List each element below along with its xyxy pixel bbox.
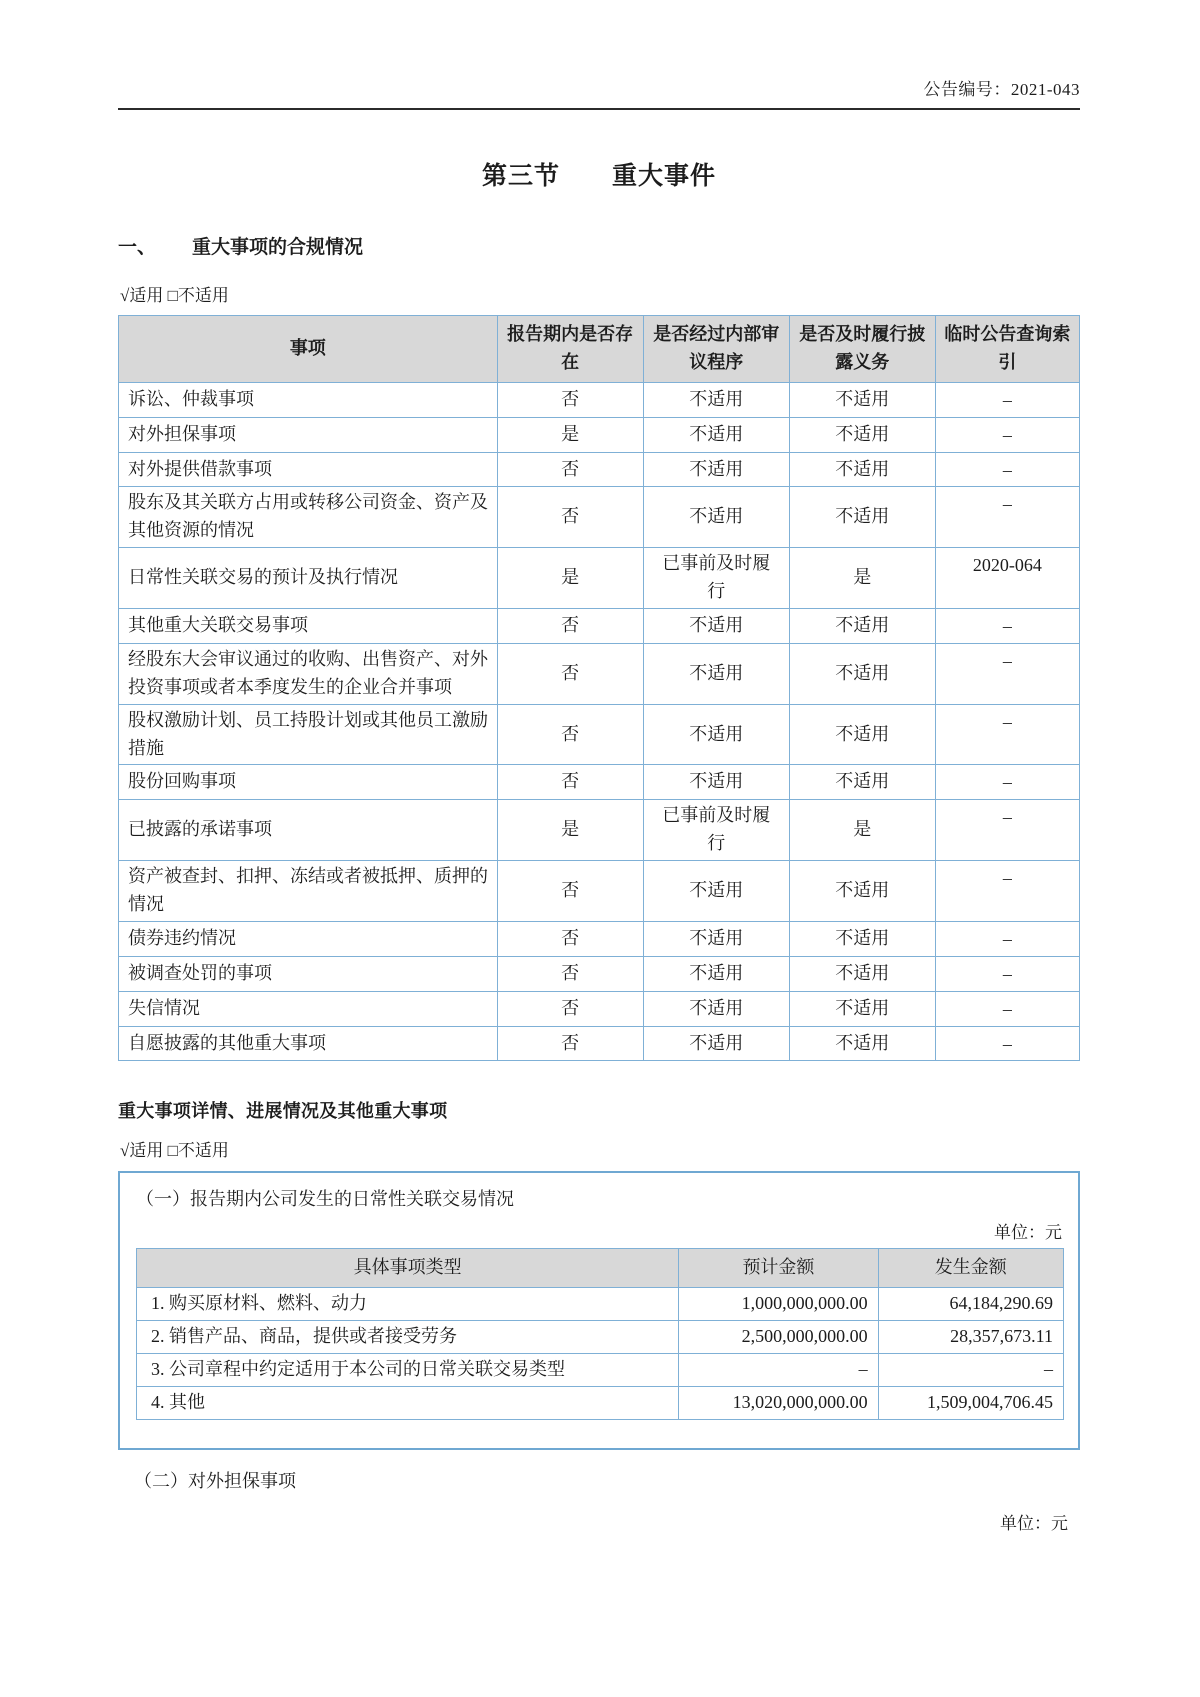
column-header: 是否经过内部审议程序 — [643, 316, 789, 383]
table-row — [119, 548, 1080, 609]
table-cell: 是 — [789, 800, 935, 861]
table-row — [119, 704, 1080, 765]
table-cell: 是 — [789, 548, 935, 609]
table-cell: 否 — [497, 956, 643, 991]
table-cell: 股权激励计划、员工持股计划或其他员工激励措施 — [119, 704, 498, 765]
table-row — [119, 487, 1080, 548]
table-cell: 否 — [497, 382, 643, 417]
table-cell: 28,357,673.11 — [878, 1321, 1063, 1354]
section-heading-text: 重大事项的合规情况 — [192, 237, 364, 258]
column-header: 是否及时履行披露义务 — [789, 316, 935, 383]
table-cell: – — [935, 921, 1079, 956]
table-cell: – — [935, 991, 1079, 1026]
table-cell: 其他重大关联交易事项 — [119, 609, 498, 644]
table-cell: 自愿披露的其他重大事项 — [119, 1026, 498, 1061]
table-cell: 是 — [497, 417, 643, 452]
table-cell: – — [878, 1354, 1063, 1387]
table-cell: 已事前及时履行 — [643, 800, 789, 861]
sub-heading-guarantees: （二）对外担保事项 — [134, 1471, 296, 1492]
table-cell: 不适用 — [643, 1026, 789, 1061]
table-cell: 否 — [497, 861, 643, 922]
sub-heading-related-transactions: （一）报告期内公司发生的日常性关联交易情况 — [136, 1189, 514, 1210]
table-cell: 否 — [497, 487, 643, 548]
table-cell: – — [935, 609, 1079, 644]
table-cell: 不适用 — [643, 991, 789, 1026]
table-cell: 不适用 — [789, 1026, 935, 1061]
table-cell: 不适用 — [643, 643, 789, 704]
table-cell: 是 — [497, 800, 643, 861]
table-cell: – — [935, 452, 1079, 487]
table-cell: 被调查处罚的事项 — [119, 956, 498, 991]
table-cell: – — [935, 487, 1079, 548]
table-cell: 不适用 — [643, 921, 789, 956]
table-cell: – — [679, 1354, 878, 1387]
table-cell: 不适用 — [789, 487, 935, 548]
table-cell: 2. 销售产品、商品，提供或者接受劳务 — [137, 1321, 679, 1354]
table-cell: 不适用 — [643, 704, 789, 765]
table-row — [119, 956, 1080, 991]
table-cell: 不适用 — [643, 382, 789, 417]
table-cell: 2020-064 — [935, 548, 1079, 609]
column-header: 临时公告查询索引 — [935, 316, 1079, 383]
table-cell: 不适用 — [643, 956, 789, 991]
table-cell: 股份回购事项 — [119, 765, 498, 800]
table-cell: – — [935, 382, 1079, 417]
table-row — [119, 382, 1080, 417]
table-cell: 资产被查封、扣押、冻结或者被抵押、质押的情况 — [119, 861, 498, 922]
table-row — [119, 609, 1080, 644]
table-cell: – — [935, 1026, 1079, 1061]
column-header: 预计金额 — [679, 1249, 878, 1288]
table-cell: 否 — [497, 765, 643, 800]
compliance-table — [118, 315, 1080, 1061]
table-row — [119, 765, 1080, 800]
announcement-number: 公告编号：2021-043 — [923, 80, 1080, 99]
table-cell: – — [935, 417, 1079, 452]
table-cell: 已事前及时履行 — [643, 548, 789, 609]
table-cell: 失信情况 — [119, 991, 498, 1026]
table-cell: 否 — [497, 704, 643, 765]
table-row — [137, 1354, 1064, 1387]
table-cell: 不适用 — [789, 452, 935, 487]
table-cell: 否 — [497, 452, 643, 487]
table-cell: 不适用 — [643, 861, 789, 922]
table-cell: 不适用 — [789, 765, 935, 800]
table-row — [119, 861, 1080, 922]
table-cell: – — [935, 643, 1079, 704]
table-header-row — [119, 316, 1080, 383]
table-cell: 否 — [497, 643, 643, 704]
table-cell: 不适用 — [789, 991, 935, 1026]
page-content — [118, 0, 1080, 1534]
table-header-row — [137, 1249, 1064, 1288]
table-cell: 1,509,004,706.45 — [878, 1387, 1063, 1420]
table-cell: 3. 公司章程中约定适用于本公司的日常关联交易类型 — [137, 1354, 679, 1387]
table-cell: – — [935, 800, 1079, 861]
table-row — [119, 921, 1080, 956]
table-cell: 不适用 — [789, 956, 935, 991]
table-row — [119, 991, 1080, 1026]
table-cell: – — [935, 956, 1079, 991]
table-cell: – — [935, 861, 1079, 922]
applicability-note-2: √适用 □不适用 — [120, 1141, 229, 1161]
table-row — [119, 800, 1080, 861]
table-cell: 诉讼、仲裁事项 — [119, 382, 498, 417]
table-row — [137, 1288, 1064, 1321]
table-cell: 不适用 — [643, 487, 789, 548]
table-cell: 不适用 — [789, 382, 935, 417]
table-cell: – — [935, 765, 1079, 800]
section-heading-compliance — [118, 232, 1080, 259]
table-cell: 否 — [497, 921, 643, 956]
column-header: 具体事项类型 — [137, 1249, 679, 1288]
page-title: 第三节 重大事件 — [481, 163, 716, 190]
table-cell: 不适用 — [789, 643, 935, 704]
table-row — [137, 1321, 1064, 1354]
table-row — [119, 452, 1080, 487]
table-row — [119, 643, 1080, 704]
table-cell: 股东及其关联方占用或转移公司资金、资产及其他资源的情况 — [119, 487, 498, 548]
related-transactions-box — [118, 1171, 1080, 1450]
unit-label: 单位：元 — [994, 1223, 1062, 1243]
column-header: 报告期内是否存在 — [497, 316, 643, 383]
table-cell: 1,000,000,000.00 — [679, 1288, 878, 1321]
table-cell: 已披露的承诺事项 — [119, 800, 498, 861]
table-cell: 是 — [497, 548, 643, 609]
table-cell: 对外提供借款事项 — [119, 452, 498, 487]
table-cell: 4. 其他 — [137, 1387, 679, 1420]
table-cell: 否 — [497, 991, 643, 1026]
table-cell: 否 — [497, 1026, 643, 1061]
table-cell: 经股东大会审议通过的收购、出售资产、对外投资事项或者本季度发生的企业合并事项 — [119, 643, 498, 704]
column-header: 事项 — [119, 316, 498, 383]
table-cell: 2,500,000,000.00 — [679, 1321, 878, 1354]
table-cell: 否 — [497, 609, 643, 644]
table-cell: 不适用 — [643, 452, 789, 487]
table-cell: 不适用 — [789, 921, 935, 956]
header-divider — [118, 108, 1080, 110]
unit-label-2: 单位：元 — [1000, 1514, 1068, 1534]
table-cell: 不适用 — [789, 417, 935, 452]
table-row — [119, 1026, 1080, 1061]
table-cell: 不适用 — [789, 704, 935, 765]
table-cell: – — [935, 704, 1079, 765]
table-cell: 不适用 — [789, 609, 935, 644]
table-cell: 不适用 — [643, 417, 789, 452]
section-number: 一、 — [118, 237, 157, 258]
table-cell: 对外担保事项 — [119, 417, 498, 452]
table-cell: 不适用 — [789, 861, 935, 922]
table-cell: 1. 购买原材料、燃料、动力 — [137, 1288, 679, 1321]
related-transactions-table — [136, 1248, 1064, 1420]
applicability-note: √适用 □不适用 — [120, 286, 229, 305]
table-cell: 日常性关联交易的预计及执行情况 — [119, 548, 498, 609]
table-cell: 债券违约情况 — [119, 921, 498, 956]
table-cell: 64,184,290.69 — [878, 1288, 1063, 1321]
column-header: 发生金额 — [878, 1249, 1063, 1288]
table-row — [137, 1387, 1064, 1420]
table-cell: 13,020,000,000.00 — [679, 1387, 878, 1420]
table-cell: 不适用 — [643, 765, 789, 800]
table-cell: 不适用 — [643, 609, 789, 644]
table-row — [119, 417, 1080, 452]
details-heading: 重大事项详情、进展情况及其他重大事项 — [118, 1101, 448, 1122]
